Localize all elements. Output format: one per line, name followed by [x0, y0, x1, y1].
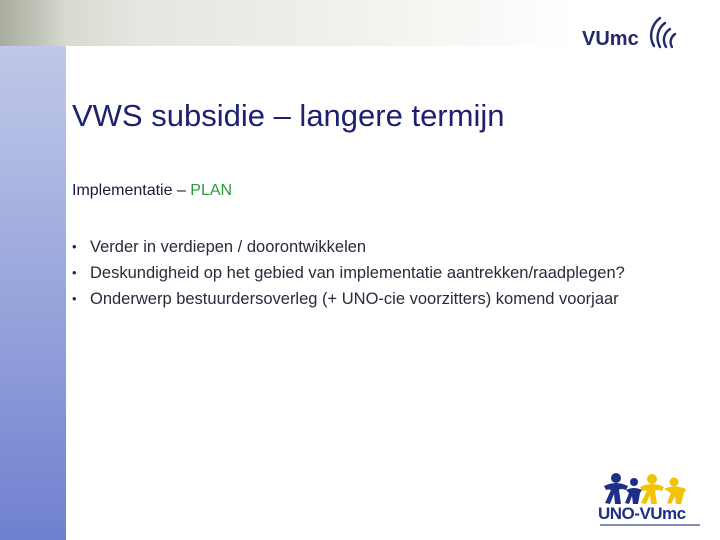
bullet-marker: • — [72, 239, 77, 254]
bullet-text: Onderwerp bestuurdersoverleg (+ UNO-cie voorzitters) komend voorjaar — [90, 290, 619, 308]
side-gradient-band — [0, 0, 66, 540]
vumc-logo-text: VUmc — [582, 28, 639, 50]
bullet-list — [72, 234, 672, 312]
bullet-marker: • — [72, 291, 77, 306]
subtitle-plan-highlight: PLAN — [190, 182, 233, 199]
slide-subtitle — [72, 182, 232, 200]
bullet-text: Deskundigheid op het gebied van implementatie aantrekken/raadplegen? — [90, 264, 625, 282]
vumc-logo — [582, 12, 694, 52]
uno-figures-icon — [590, 470, 700, 506]
bullet-item — [72, 234, 672, 260]
uno-logo-text: UNO-VUmc — [598, 504, 686, 523]
uno-tagline-line — [600, 524, 700, 527]
slide-title: VWS subsidie – langere termijn — [72, 98, 505, 133]
bullet-text: Verder in verdiepen / doorontwikkelen — [90, 238, 367, 256]
bullet-item — [72, 286, 672, 312]
vumc-swoosh-icon — [644, 14, 694, 52]
uno-vumc-logo — [590, 470, 700, 532]
bullet-item — [72, 260, 672, 286]
bullet-marker: • — [72, 265, 77, 280]
subtitle-prefix: Implementatie – — [72, 182, 191, 199]
